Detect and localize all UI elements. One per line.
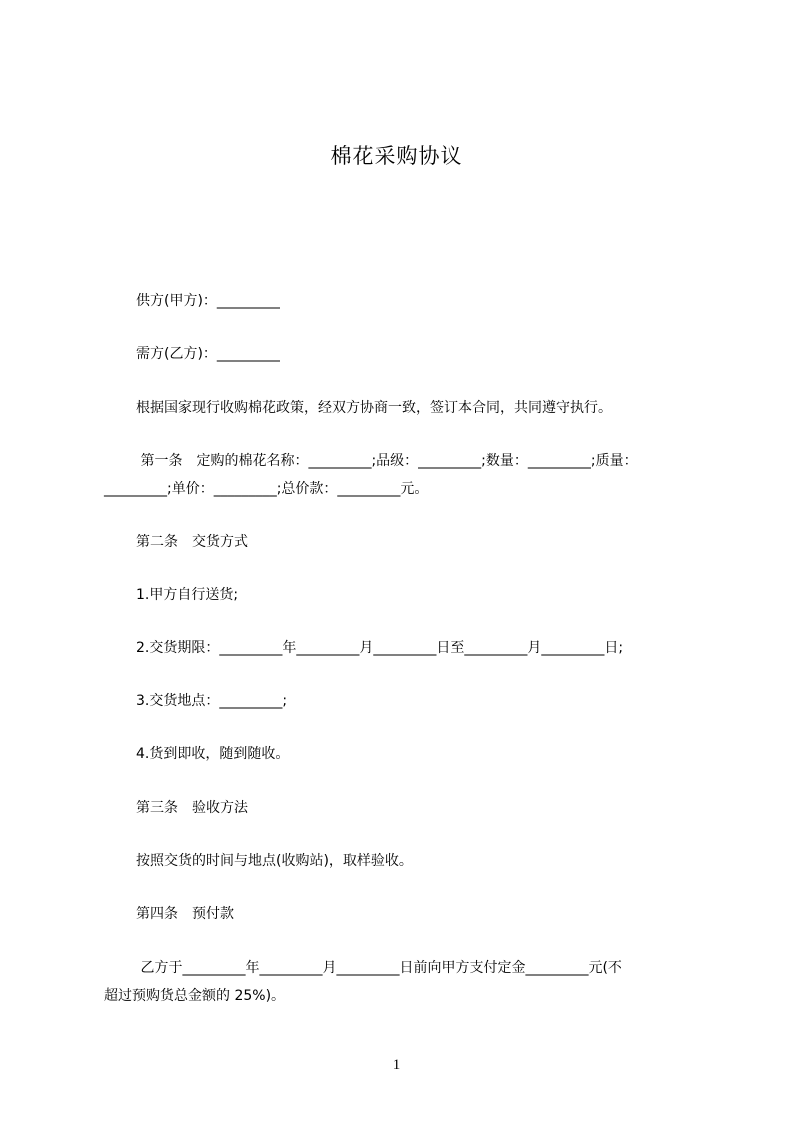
article-2-heading: 第二条 交货方式 — [136, 534, 248, 550]
preamble-paragraph: 根据国家现行收购棉花政策，经双方协商一致，签订本合同，共同遵守执行。 — [136, 400, 612, 416]
article-1-line-1: 第一条 定购的棉花名称：_________;品级：_________;数量：_________;质量： — [136, 453, 638, 469]
article-3-body: 按照交货的时间与地点(收购站)，取样验收。 — [136, 853, 413, 869]
article-4-body-line-2: 超过预购货总金额的 25%)。 — [104, 988, 286, 1004]
article-1-line-2: _________;单价：_________;总价款：_________元。 — [104, 481, 429, 497]
article-3-heading: 第三条 验收方法 — [136, 800, 248, 816]
article-2-item-2: 2.交货期限：_________年_________月_________日至_________月_________日; — [136, 640, 624, 656]
document-title: 棉花采购协议 — [330, 144, 463, 168]
article-4-heading: 第四条 预付款 — [136, 906, 234, 922]
article-2-item-4: 4.货到即收，随到随收。 — [136, 746, 290, 762]
article-4-body-line-1: 乙方于_________年_________月_________日前向甲方支付定金_________元(不 — [136, 960, 622, 976]
buyer-line: 需方(乙方)：_________ — [136, 346, 280, 362]
supplier-line: 供方(甲方)：_________ — [136, 293, 280, 309]
article-2-item-3: 3.交货地点：_________; — [136, 693, 288, 709]
page-number: 1 — [392, 1057, 401, 1073]
article-2-item-1: 1.甲方自行送货; — [136, 587, 239, 603]
